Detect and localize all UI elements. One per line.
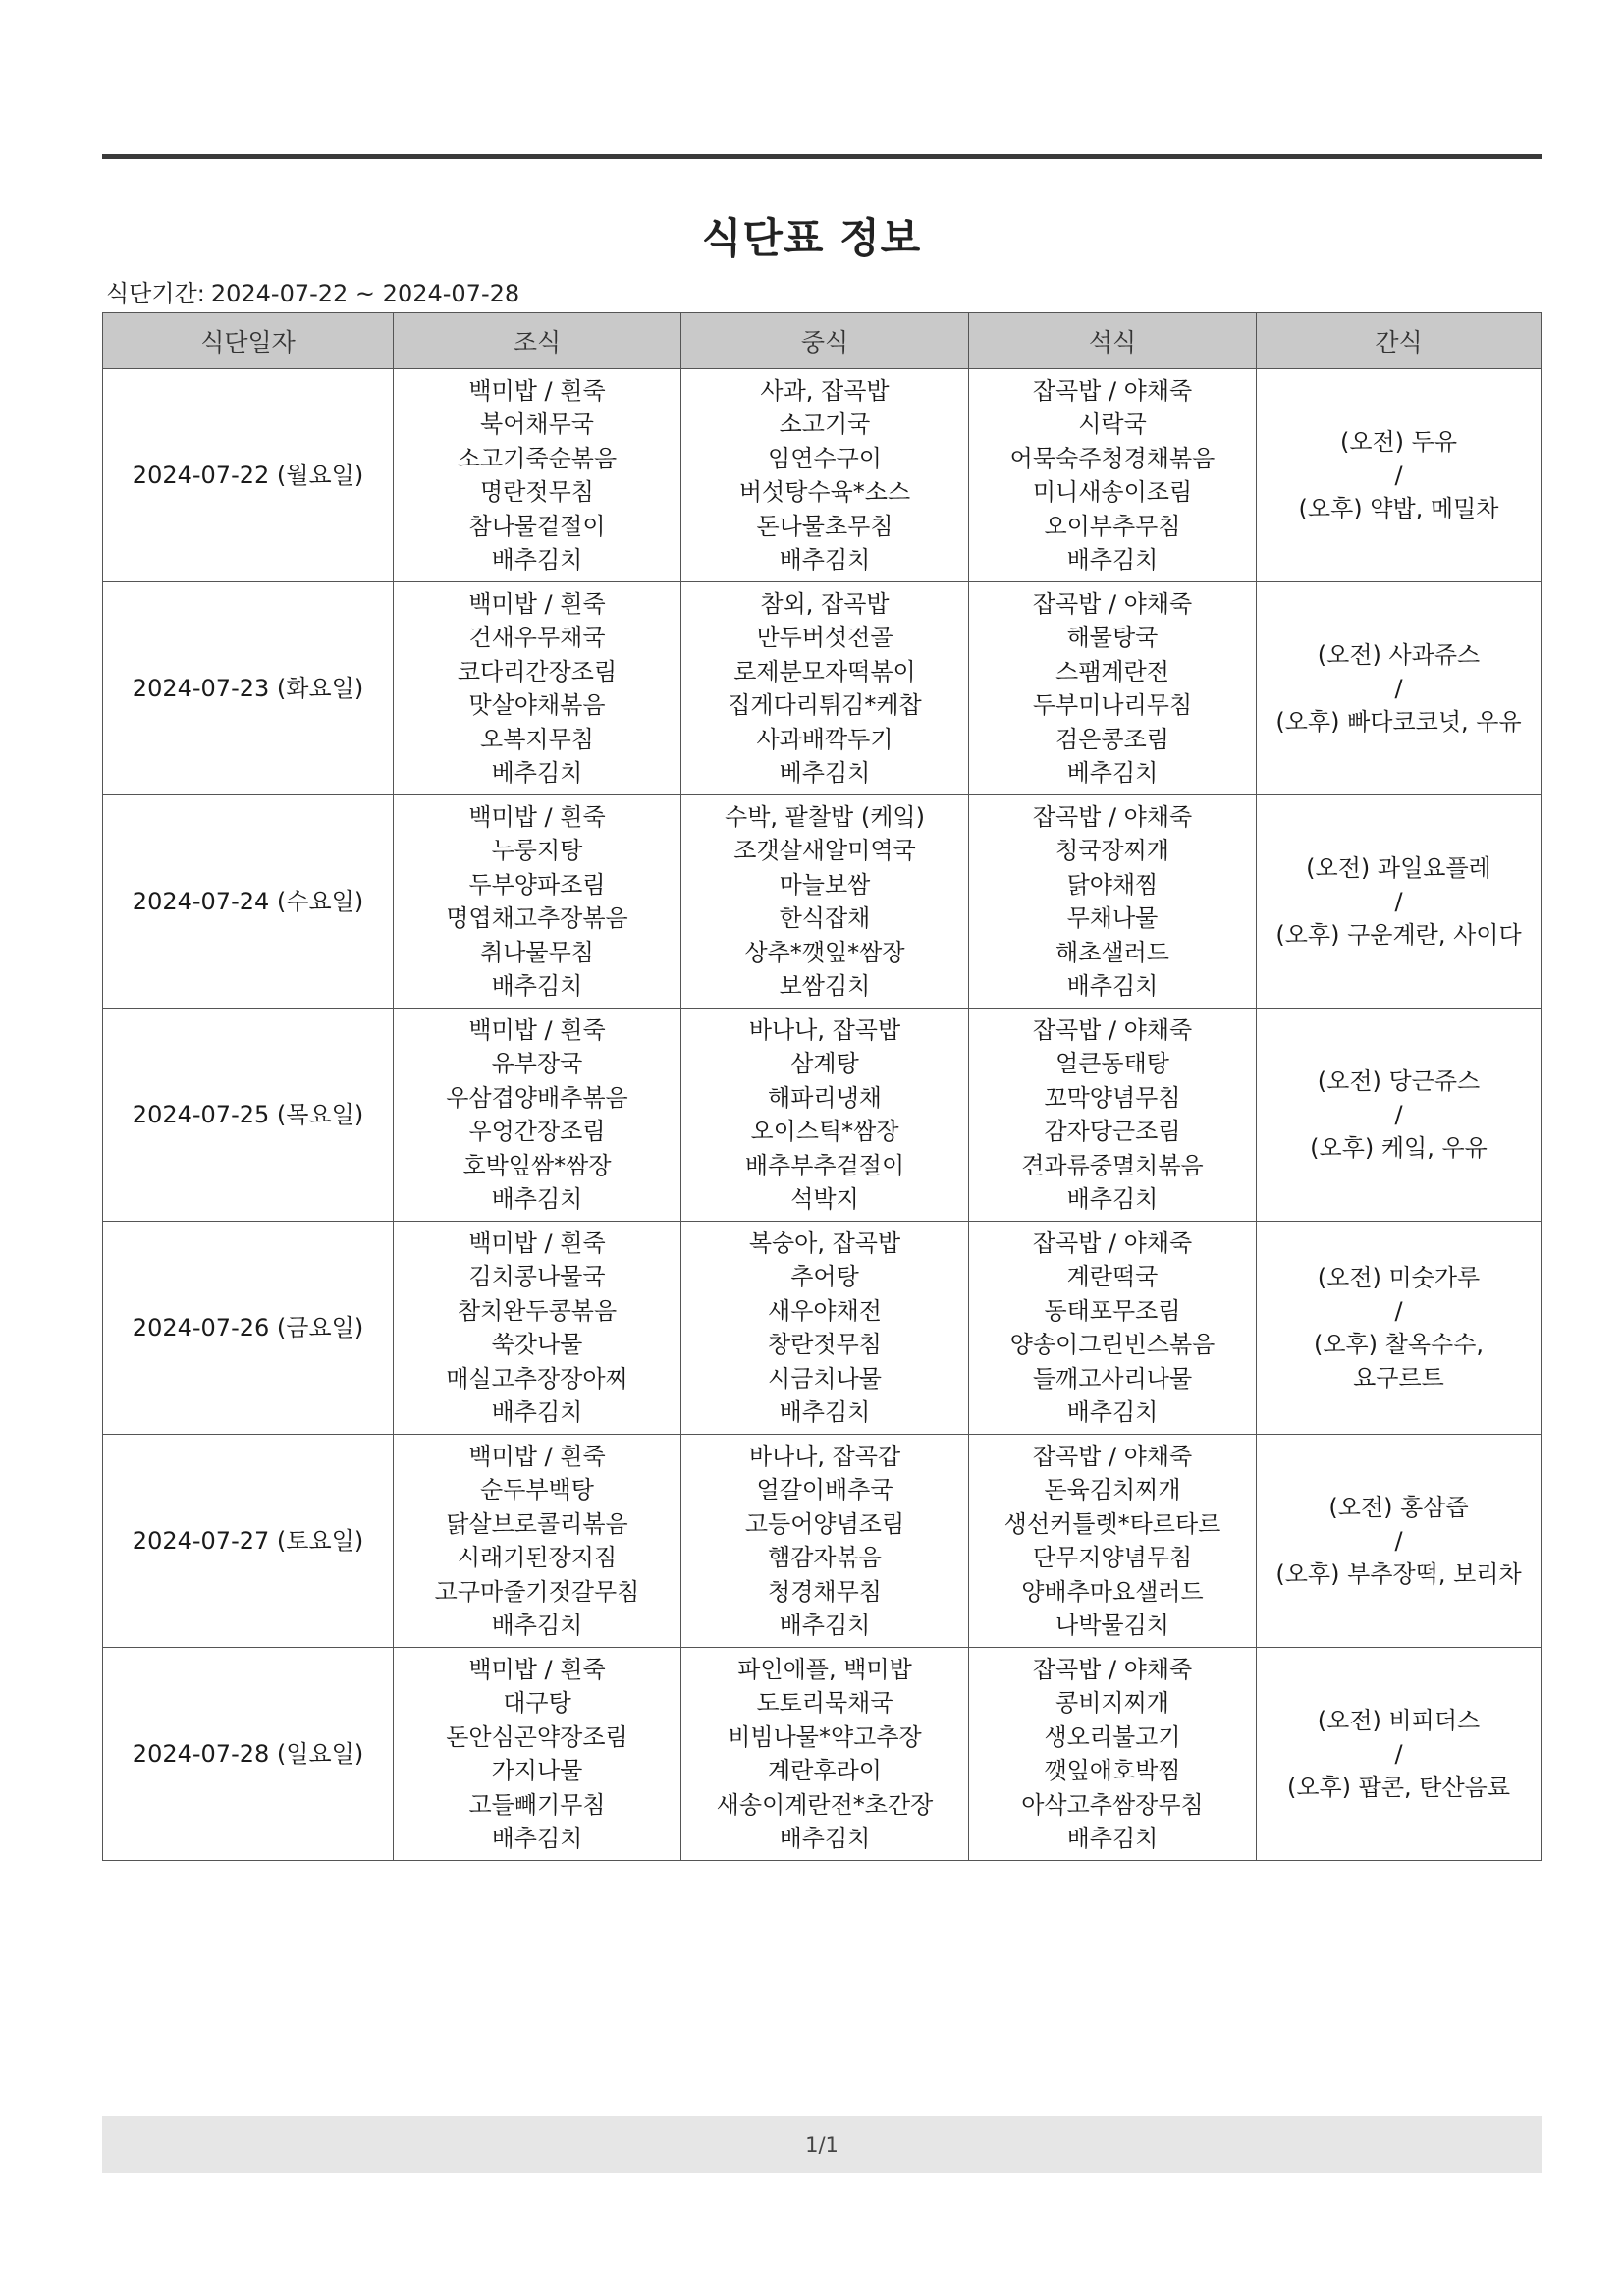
snack-cell [1257, 1435, 1542, 1648]
breakfast-item: 배추김치 [491, 546, 583, 574]
snack-cell [1257, 1222, 1542, 1435]
lunch-item: 마늘보쌈 [779, 870, 871, 899]
dinner-cell [969, 582, 1257, 795]
dinner-item: 스팸계란전 [1055, 657, 1169, 685]
dinner-item: 돈육김치찌개 [1044, 1476, 1181, 1503]
dinner-item: 배추김치 [1066, 1398, 1159, 1426]
snack-item: / [1394, 675, 1403, 702]
breakfast-item: 김치콩나물국 [468, 1263, 606, 1290]
breakfast-cell [394, 1222, 681, 1435]
lunch-item: 햄감자볶음 [768, 1544, 882, 1571]
breakfast-item: 소고기죽순볶음 [457, 444, 618, 472]
dinner-item: 배추김치 [1066, 1185, 1159, 1213]
dinner-item: 견과류중멸치볶음 [1021, 1151, 1204, 1179]
lunch-item: 베추김치 [779, 759, 871, 787]
lunch-item: 집게다리튀김*케찹 [728, 691, 922, 719]
dinner-cell [969, 1648, 1257, 1861]
snack-cell [1257, 1009, 1542, 1222]
breakfast-item: 건새우무채국 [468, 624, 606, 651]
snack-cell [1257, 369, 1542, 582]
snack-item: 요구르트 [1353, 1364, 1444, 1392]
dinner-item: 베추김치 [1066, 759, 1159, 787]
date-cell: 2024-07-22 (월요일) [103, 369, 394, 582]
dinner-item: 해초샐러드 [1055, 938, 1169, 966]
table-row [103, 1435, 1542, 1648]
breakfast-item: 유부장국 [491, 1050, 583, 1077]
meal-table-header-row [103, 313, 1542, 369]
header-breakfast: 조식 [394, 313, 681, 369]
breakfast-item: 배추김치 [491, 1825, 583, 1852]
lunch-item: 얼갈이배추국 [756, 1476, 893, 1503]
dinner-item: 생선커틀렛*타르타르 [1003, 1509, 1221, 1538]
table-row [103, 1222, 1542, 1435]
lunch-cell [681, 369, 969, 582]
breakfast-item: 북어채무국 [480, 410, 594, 438]
breakfast-item: 배추김치 [491, 1185, 583, 1213]
dinner-item: 감자당근조림 [1044, 1118, 1181, 1145]
breakfast-item: 쑥갓나물 [491, 1331, 583, 1358]
lunch-cell [681, 795, 969, 1009]
meal-table-body [103, 369, 1542, 1861]
breakfast-item: 오복지무침 [480, 725, 594, 753]
header-date: 식단일자 [103, 313, 394, 369]
snack-item: / [1394, 888, 1403, 915]
lunch-item: 삼계탕 [790, 1050, 859, 1077]
meal-table [102, 312, 1542, 1861]
lunch-item: 임연수구이 [768, 444, 882, 472]
lunch-item: 석박지 [790, 1185, 859, 1213]
dinner-item: 청국장찌개 [1055, 837, 1169, 864]
page-number: 1/1 [805, 2133, 839, 2157]
snack-item: (오후) 부추장떡, 보리차 [1275, 1560, 1522, 1588]
lunch-item: 계란후라이 [768, 1757, 882, 1784]
dinner-cell [969, 1435, 1257, 1648]
snack-item: (오전) 홍삼즙 [1328, 1494, 1469, 1521]
snack-item: (오전) 당근쥬스 [1317, 1067, 1481, 1095]
lunch-item: 한식잡채 [779, 904, 871, 932]
lunch-item: 고등어양념조림 [744, 1509, 905, 1538]
breakfast-item: 맛살야채볶음 [468, 691, 606, 719]
dinner-item: 아삭고추쌈장무침 [1021, 1790, 1204, 1819]
breakfast-item: 백미밥 / 흰죽 [468, 1229, 606, 1257]
snack-item: (오전) 두유 [1339, 428, 1458, 456]
dinner-item: 배추김치 [1066, 1825, 1159, 1852]
breakfast-cell [394, 1009, 681, 1222]
dinner-cell [969, 1009, 1257, 1222]
breakfast-item: 배추김치 [491, 972, 583, 1000]
breakfast-cell [394, 1648, 681, 1861]
breakfast-item: 백미밥 / 흰죽 [468, 376, 606, 405]
dinner-item: 잡곡밥 / 야채죽 [1032, 802, 1193, 831]
lunch-item: 돈나물초무침 [756, 512, 893, 540]
lunch-cell [681, 1222, 969, 1435]
lunch-item: 창란젓무침 [768, 1331, 882, 1358]
lunch-item: 소고기국 [779, 410, 871, 438]
snack-cell [1257, 582, 1542, 795]
breakfast-item: 우엉간장조림 [468, 1118, 606, 1145]
dinner-item: 배추김치 [1066, 972, 1159, 1000]
lunch-item: 배추김치 [779, 1825, 871, 1852]
dinner-item: 꼬막양념무침 [1044, 1083, 1181, 1112]
dinner-item: 잡곡밥 / 야채죽 [1032, 1015, 1193, 1044]
date-cell: 2024-07-28 (일요일) [103, 1648, 394, 1861]
dinner-item: 콩비지찌개 [1055, 1689, 1169, 1717]
snack-item: (오후) 케잌, 우유 [1310, 1134, 1488, 1162]
lunch-item: 복숭아, 잡곡밥 [748, 1229, 901, 1257]
dinner-item: 잡곡밥 / 야채죽 [1032, 1229, 1193, 1257]
dinner-cell [969, 795, 1257, 1009]
lunch-item: 참외, 잡곡밥 [760, 589, 890, 618]
lunch-item: 보쌈김치 [779, 972, 871, 1000]
lunch-item: 배추부추겉절이 [744, 1151, 905, 1179]
meal-period-label: 식단기간: [106, 280, 205, 307]
lunch-item: 상추*깻잎*쌈장 [744, 938, 905, 966]
breakfast-item: 호박잎쌈*쌈장 [462, 1151, 612, 1179]
meal-period [106, 274, 519, 308]
dinner-item: 동태포무조림 [1044, 1296, 1181, 1325]
dinner-item: 계란떡국 [1066, 1263, 1159, 1290]
lunch-item: 새송이계란전*초간장 [716, 1790, 934, 1819]
lunch-item: 배추김치 [779, 1612, 871, 1639]
dinner-item: 잡곡밥 / 야채죽 [1032, 589, 1193, 618]
lunch-cell [681, 1435, 969, 1648]
snack-item: / [1394, 1297, 1403, 1325]
lunch-item: 오이스틱*쌈장 [750, 1118, 899, 1145]
lunch-item: 조갯살새알미역국 [733, 837, 916, 864]
snack-item: (오후) 팝콘, 탄산음료 [1286, 1774, 1511, 1801]
dinner-item: 깻잎애호박찜 [1044, 1757, 1181, 1784]
breakfast-item: 백미밥 / 흰죽 [468, 1655, 606, 1683]
snack-item: (오후) 약밥, 메밀차 [1298, 495, 1499, 522]
breakfast-cell [394, 369, 681, 582]
breakfast-item: 우삼겹양배추볶음 [446, 1083, 628, 1112]
breakfast-item: 명란젓무침 [480, 478, 594, 506]
dinner-item: 양배추마요샐러드 [1021, 1577, 1204, 1606]
breakfast-cell [394, 582, 681, 795]
dinner-item: 해물탕국 [1066, 624, 1159, 651]
dinner-item: 양송이그린빈스볶음 [1009, 1331, 1216, 1358]
table-row [103, 1009, 1542, 1222]
snack-item: (오후) 찰옥수수, [1313, 1331, 1485, 1358]
lunch-item: 버섯탕수육*소스 [738, 478, 911, 506]
breakfast-item: 대구탕 [503, 1689, 571, 1717]
breakfast-item: 베추김치 [491, 759, 583, 787]
dinner-item: 잡곡밥 / 야채죽 [1032, 376, 1193, 405]
table-row [103, 369, 1542, 582]
breakfast-cell [394, 1435, 681, 1648]
table-row [103, 582, 1542, 795]
breakfast-item: 매실고추장장아찌 [446, 1364, 628, 1393]
breakfast-item: 배추김치 [491, 1612, 583, 1639]
lunch-item: 새우야채전 [768, 1296, 882, 1325]
breakfast-item: 두부양파조림 [468, 870, 606, 899]
breakfast-item: 백미밥 / 흰죽 [468, 1442, 606, 1470]
date-cell: 2024-07-23 (화요일) [103, 582, 394, 795]
snack-item: (오후) 빠다코코넛, 우유 [1275, 708, 1522, 736]
breakfast-item: 백미밥 / 흰죽 [468, 1015, 606, 1044]
lunch-item: 배추김치 [779, 1398, 871, 1426]
lunch-item: 바나나, 잡곡갑 [748, 1442, 901, 1470]
lunch-item: 청경채무침 [768, 1577, 882, 1606]
lunch-item: 바나나, 잡곡밥 [748, 1015, 901, 1044]
header-snack: 간식 [1257, 313, 1542, 369]
breakfast-item: 순두부백탕 [480, 1476, 594, 1503]
breakfast-item: 참치완두콩볶음 [457, 1296, 618, 1325]
dinner-item: 닭야채찜 [1066, 870, 1159, 899]
top-rule [102, 154, 1542, 159]
dinner-item: 시락국 [1078, 410, 1147, 438]
snack-cell [1257, 795, 1542, 1009]
dinner-item: 검은콩조림 [1055, 725, 1169, 753]
date-cell: 2024-07-25 (목요일) [103, 1009, 394, 1222]
dinner-item: 잡곡밥 / 야채죽 [1032, 1655, 1193, 1683]
dinner-item: 두부미나리무침 [1032, 691, 1193, 719]
snack-item: (오전) 미숫가루 [1317, 1264, 1481, 1291]
breakfast-item: 백미밥 / 흰죽 [468, 589, 606, 618]
dinner-item: 오이부추무침 [1044, 512, 1181, 540]
lunch-item: 시금치나물 [768, 1364, 882, 1393]
dinner-cell [969, 1222, 1257, 1435]
dinner-item: 미니새송이조림 [1032, 478, 1193, 506]
breakfast-item: 배추김치 [491, 1398, 583, 1426]
snack-item: (오전) 비피더스 [1317, 1707, 1481, 1734]
lunch-item: 추어탕 [790, 1263, 859, 1290]
snack-item: / [1394, 1527, 1403, 1555]
breakfast-item: 가지나물 [491, 1757, 583, 1784]
dinner-item: 어묵숙주청경채볶음 [1009, 444, 1216, 472]
dinner-item: 생오리불고기 [1044, 1722, 1181, 1751]
lunch-item: 사과, 잡곡밥 [760, 376, 890, 405]
snack-item: (오후) 구운계란, 사이다 [1275, 921, 1522, 949]
lunch-item: 로제분모자떡볶이 [733, 657, 916, 685]
lunch-cell [681, 1009, 969, 1222]
breakfast-item: 고들빼기무침 [468, 1790, 606, 1819]
lunch-item: 파인애플, 백미밥 [737, 1655, 912, 1683]
dinner-cell [969, 369, 1257, 582]
lunch-cell [681, 582, 969, 795]
lunch-item: 해파리냉채 [768, 1083, 882, 1112]
date-cell: 2024-07-27 (토요일) [103, 1435, 394, 1648]
header-dinner: 석식 [969, 313, 1257, 369]
snack-item: / [1394, 1740, 1403, 1768]
breakfast-item: 누룽지탕 [491, 837, 583, 864]
breakfast-item: 취나물무침 [480, 938, 594, 966]
breakfast-item: 돈안심곤약장조림 [446, 1722, 628, 1751]
snack-item: (오전) 사과쥬스 [1317, 641, 1481, 669]
snack-item: / [1394, 1101, 1403, 1128]
lunch-item: 도토리묵채국 [756, 1689, 893, 1717]
dinner-item: 단무지양념무침 [1032, 1544, 1193, 1571]
snack-item: / [1394, 462, 1403, 489]
lunch-item: 배추김치 [779, 546, 871, 574]
breakfast-item: 명엽채고추장볶음 [446, 904, 628, 932]
table-row [103, 1648, 1542, 1861]
table-row [103, 795, 1542, 1009]
breakfast-item: 닭살브로콜리볶음 [446, 1509, 628, 1538]
date-cell: 2024-07-24 (수요일) [103, 795, 394, 1009]
breakfast-item: 참나물겉절이 [468, 512, 606, 540]
breakfast-cell [394, 795, 681, 1009]
breakfast-item: 시래기된장지짐 [457, 1544, 618, 1571]
breakfast-item: 코다리간장조림 [457, 657, 618, 685]
lunch-cell [681, 1648, 969, 1861]
header-lunch: 중식 [681, 313, 969, 369]
dinner-item: 무채나물 [1066, 904, 1159, 932]
snack-cell [1257, 1648, 1542, 1861]
lunch-item: 사과배깍두기 [756, 725, 893, 753]
meal-period-value: 2024-07-22 ~ 2024-07-28 [210, 280, 520, 307]
breakfast-item: 백미밥 / 흰죽 [468, 802, 606, 831]
dinner-item: 잡곡밥 / 야채죽 [1032, 1442, 1193, 1470]
page-title: 식단표 정보 [701, 214, 922, 262]
breakfast-item: 고구마줄기젓갈무침 [434, 1577, 640, 1606]
page-footer [102, 2116, 1542, 2173]
lunch-item: 만두버섯전골 [756, 624, 893, 651]
dinner-item: 들깨고사리나물 [1032, 1364, 1193, 1393]
snack-item: (오전) 과일요플레 [1306, 854, 1491, 882]
lunch-item: 비빔나물*약고추장 [728, 1722, 922, 1751]
date-cell: 2024-07-26 (금요일) [103, 1222, 394, 1435]
dinner-item: 나박물김치 [1055, 1612, 1169, 1639]
dinner-item: 배추김치 [1066, 546, 1159, 574]
lunch-item: 수박, 팥찰밥 (케잌) [725, 802, 925, 831]
dinner-item: 얼큰동태탕 [1055, 1050, 1169, 1077]
